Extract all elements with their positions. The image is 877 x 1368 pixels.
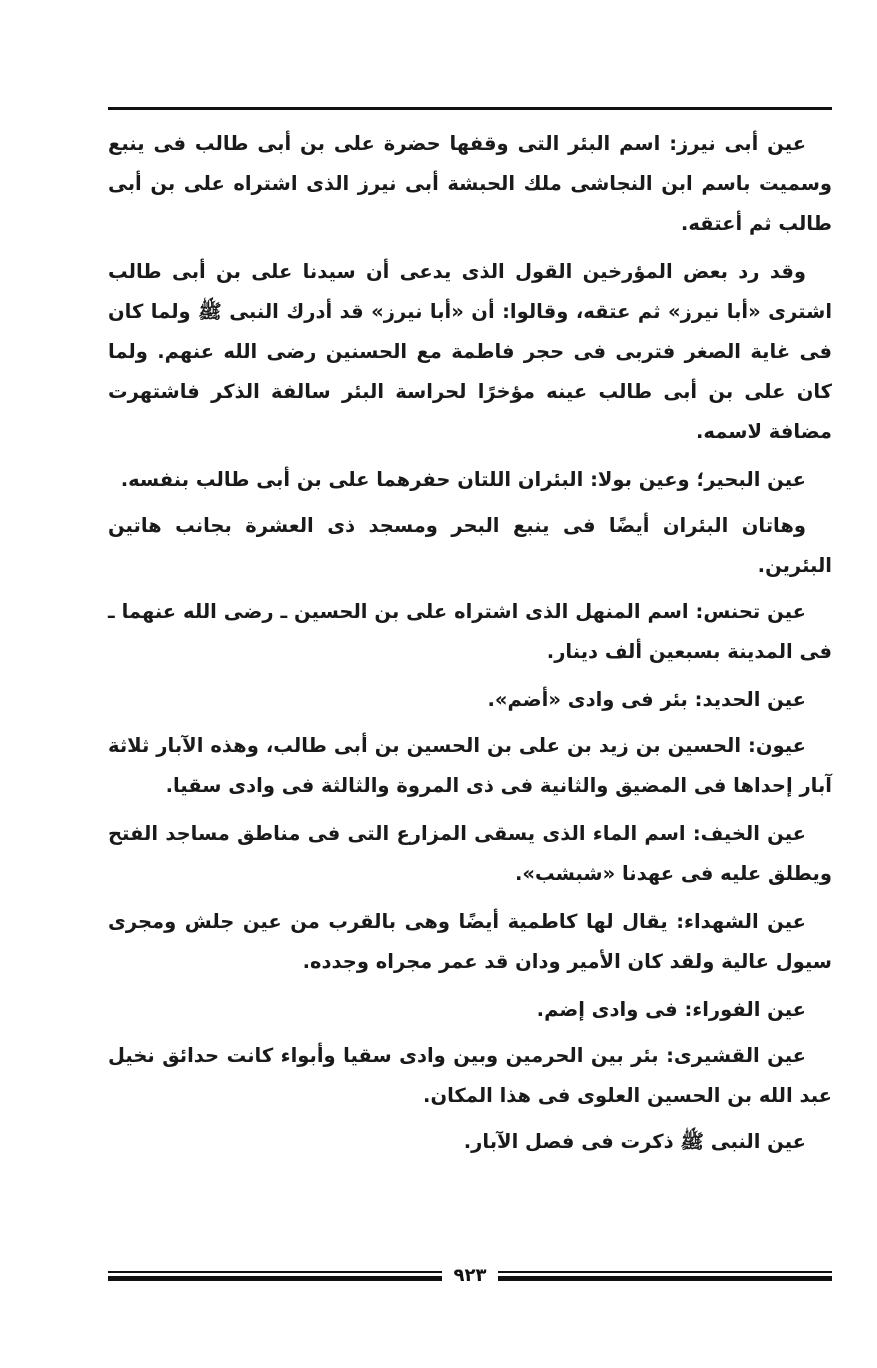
entry-text: وهاتان البئران أيضًا فى ينبع البحر ومسجد ذى العشرة بجانب هاتين البئرين. — [108, 514, 832, 577]
paragraph-ain-tahnas — [108, 592, 832, 672]
footer-rule-thin — [108, 1271, 442, 1273]
entry-term: عيون: الحسين — [667, 734, 806, 757]
entry-text: بئر فى وادى «أضم». — [487, 688, 695, 711]
paragraph-ain-al-khayf — [108, 814, 832, 894]
entry-text: وقد رد بعض المؤرخين القول الذى يدعى أن سيدنا على بن أبى طالب اشترى «أبا نيرز» ثم عتقه، وقالوا: أن «أبا نيرز» قد أدرك النبى ﷺ ولما كان فى غاية الصغر فتربى فى حجر فاطمة مع الحسنين رضى الله عنهم. ولما كان على بن أبى طالب عينه مؤخرًا لحراسة البئر سالفة الذكر فاشتهرت مضافة لاسمه. — [108, 260, 832, 443]
entry-term: عين الحديد: — [694, 688, 806, 711]
page-footer — [108, 1266, 832, 1286]
paragraph-uyun-al-husayn — [108, 726, 832, 806]
entry-text: البئران اللتان حفرهما على بن أبى طالب بنفسه. — [120, 468, 591, 491]
header-rule — [108, 107, 832, 110]
entry-term: عين أبى نيرز: — [669, 132, 807, 155]
paragraph-ain-al-fawra — [108, 990, 832, 1030]
footer-rule-left — [108, 1271, 442, 1281]
paragraph-two-wells-note — [108, 506, 832, 586]
footer-rule-thin — [498, 1271, 832, 1273]
paragraph-ain-abi-nayzar — [108, 124, 832, 244]
footer-rule-thick — [108, 1276, 442, 1281]
page-number: ٩٢٣ — [453, 1265, 487, 1286]
paragraph-ain-al-buhayr — [108, 460, 832, 500]
entry-term: عين البحير؛ وعين بولا: — [590, 468, 806, 491]
entry-term: عين الشهداء: — [676, 910, 806, 933]
entry-text: بئر بين الحرمين وبين وادى سقيا وأبواء كانت حدائق نخيل عبد الله بن الحسين العلوى فى هذا المكان. — [108, 1044, 832, 1107]
entry-text: يقال لها كاطمية أيضًا وهى بالقرب من عين جلش ومجرى سيول عالية ولقد كان الأمير ودان قد عمر مجراه وجدده. — [108, 910, 832, 973]
footer-rule-thick — [498, 1276, 832, 1281]
entry-term: عين الخيف: — [692, 822, 806, 845]
entry-text: فى وادى إضم. — [536, 998, 685, 1021]
entry-text: اسم البئر التى وقفها حضرة على بن أبى طالب فى ينبع وسميت باسم ابن النجاشى ملك الحبشة أبى نيرز الذى اشتراه على بن أبى طالب ثم أعتقه. — [108, 132, 832, 235]
paragraph-historians-note — [108, 252, 832, 452]
entry-term: عين القشيرى: — [666, 1044, 806, 1067]
paragraph-ain-al-qushayri — [108, 1036, 832, 1116]
entry-text: اسم المنهل الذى اشتراه على بن الحسين ـ رضى الله عنهما ـ فى المدينة بسبعين ألف دينار. — [108, 600, 832, 663]
entry-text: ذكرت فى فصل الآبار. — [463, 1130, 681, 1153]
entry-term: عين الفوراء: — [684, 998, 806, 1021]
paragraph-ain-al-nabi — [108, 1122, 832, 1162]
entry-text: اسم الماء الذى يسقى المزارع التى فى مناطق مساجد الفتح ويطلق عليه فى عهدنا «شبشب». — [108, 822, 832, 885]
entry-term: عين تحنس: — [695, 600, 806, 623]
paragraph-ain-al-shuhada — [108, 902, 832, 982]
entry-text: بن زيد بن على بن الحسين بن أبى طالب، وهذه الآبار ثلاثة آبار إحداها فى المضيق والثانية فى ذى المروة والثالثة فى وادى سقيا. — [108, 734, 832, 797]
page-body — [108, 124, 832, 1168]
paragraph-ain-al-hadid — [108, 680, 832, 720]
footer-rule-right — [498, 1271, 832, 1281]
entry-term: عين النبى ﷺ — [680, 1130, 806, 1153]
